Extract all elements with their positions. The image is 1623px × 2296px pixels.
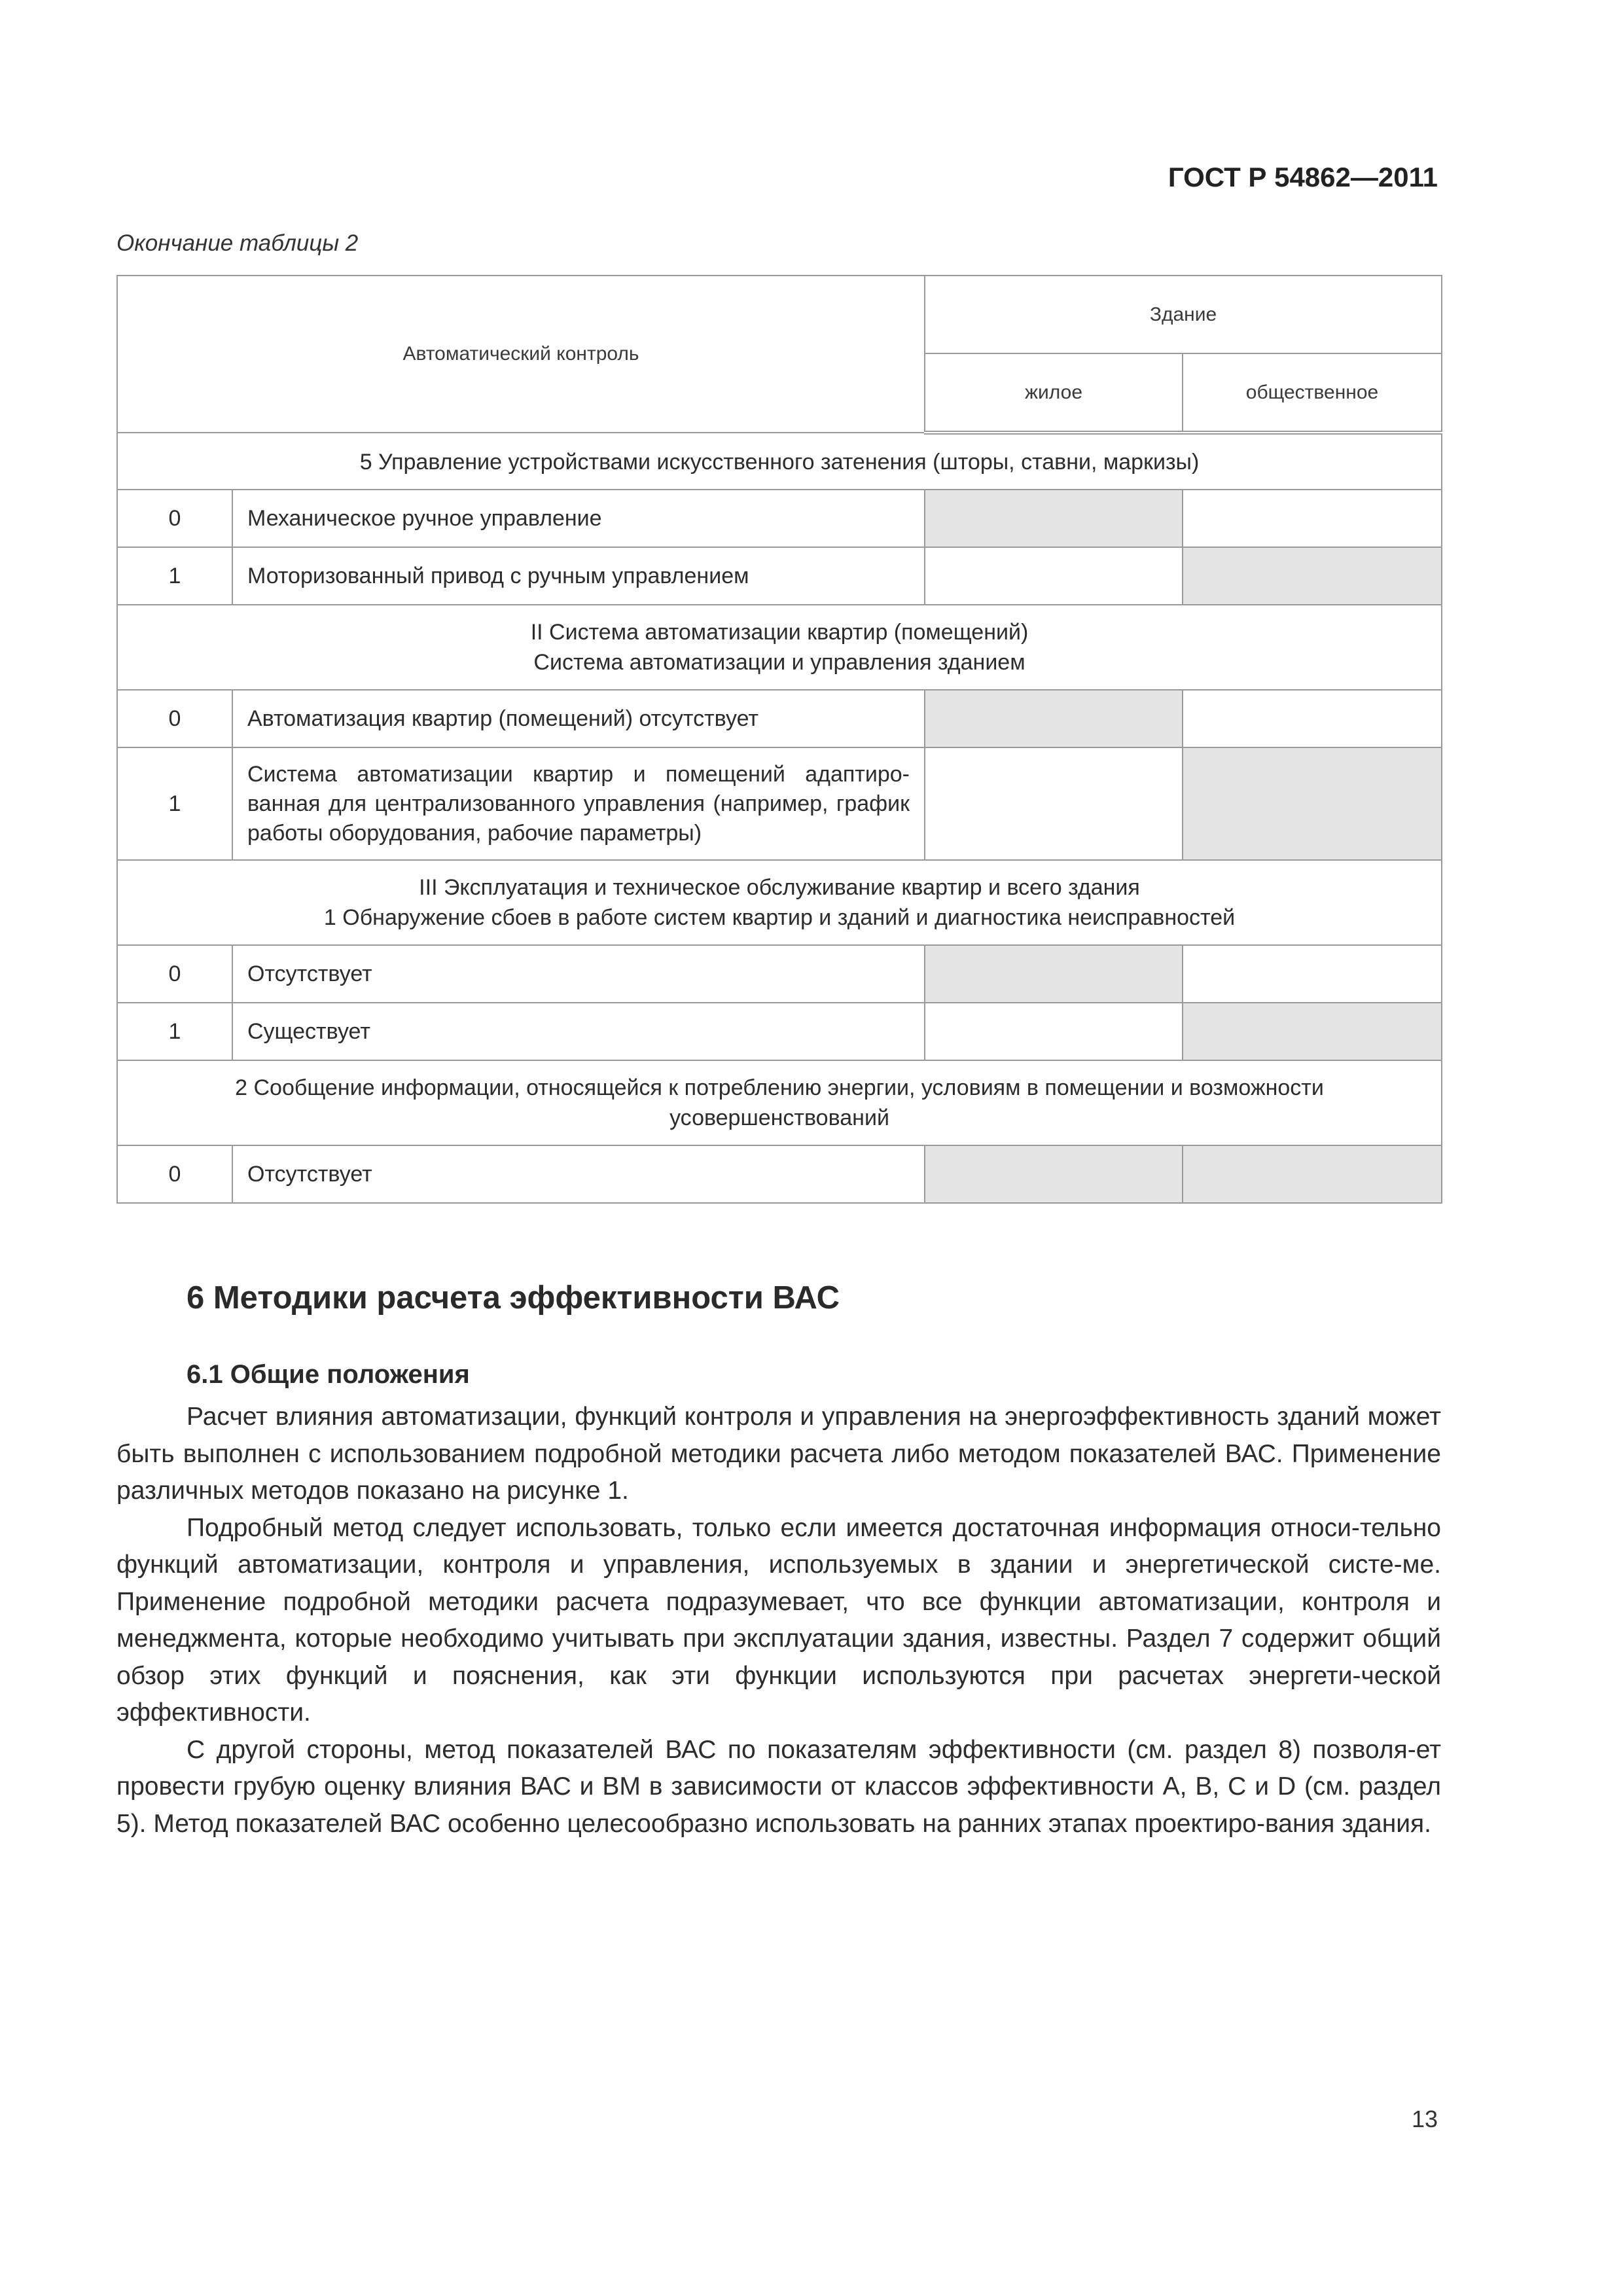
subsection-6-1-heading: 6.1 Общие положения bbox=[187, 1360, 470, 1389]
public-cell bbox=[1183, 747, 1442, 860]
section-5-title: 5 Управление устройствами искусственного затенения (шторы, ставни, маркизы) bbox=[117, 433, 1442, 490]
table-row bbox=[117, 945, 1442, 1003]
automation-control-table bbox=[116, 275, 1442, 1204]
row-description: Моторизованный привод с ручным управлением bbox=[232, 547, 925, 605]
row-description: Автоматизация квартир (помещений) отсутствует bbox=[232, 690, 925, 747]
section-row bbox=[117, 860, 1442, 945]
table-row bbox=[117, 547, 1442, 605]
section-row bbox=[117, 1060, 1442, 1145]
row-description: Отсутствует bbox=[232, 1145, 925, 1203]
table-row bbox=[117, 747, 1442, 860]
header-residential: жилое bbox=[925, 353, 1183, 433]
page-number: 13 bbox=[1411, 2106, 1438, 2132]
public-cell bbox=[1183, 547, 1442, 605]
table-caption: Окончание таблицы 2 bbox=[116, 230, 359, 256]
public-cell bbox=[1183, 1145, 1442, 1203]
residential-cell bbox=[925, 747, 1183, 860]
section-II-line-1: II Система автоматизации квартир (помещений) bbox=[530, 620, 1029, 645]
header-public: общественное bbox=[1183, 353, 1442, 433]
row-description: Существует bbox=[232, 1003, 925, 1060]
row-code: 1 bbox=[117, 747, 232, 860]
section-6-heading: 6 Методики расчета эффективности ВАС bbox=[187, 1280, 840, 1316]
section-II-line-2: Система автоматизации и управления зданием bbox=[533, 650, 1026, 675]
section-row bbox=[117, 433, 1442, 490]
table-row bbox=[117, 490, 1442, 547]
paragraph: Расчет влияния автоматизации, функций контроля и управления на энергоэффективность зданий может быть выполнен с использованием подробной методики расчета либо методом показателей ВАС. Применение различных методов показано на рисунке 1. bbox=[116, 1403, 1441, 1505]
section-II-title bbox=[117, 605, 1442, 690]
table-row bbox=[117, 690, 1442, 747]
public-cell bbox=[1183, 490, 1442, 547]
table-header-row bbox=[117, 276, 1442, 353]
row-description: Отсутствует bbox=[232, 945, 925, 1003]
row-description: Система автоматизации квартир и помещений адаптиро-ванная для централизованного управления (например, график работы оборудования, рабочие параметры) bbox=[232, 747, 925, 860]
section-row bbox=[117, 605, 1442, 690]
header-automatic-control: Автоматический контроль bbox=[117, 276, 925, 433]
section-III-2-title: 2 Сообщение информации, относящейся к потреблению энергии, условиям в помещении и возможности усовершенствований bbox=[117, 1060, 1442, 1145]
residential-cell bbox=[925, 1145, 1183, 1203]
table-row bbox=[117, 1003, 1442, 1060]
row-code: 0 bbox=[117, 490, 232, 547]
row-description: Механическое ручное управление bbox=[232, 490, 925, 547]
row-code: 0 bbox=[117, 945, 232, 1003]
residential-cell bbox=[925, 547, 1183, 605]
standard-code: ГОСТ Р 54862—2011 bbox=[1168, 162, 1438, 192]
public-cell bbox=[1183, 690, 1442, 747]
section-6-body bbox=[116, 1399, 1441, 1842]
row-code: 1 bbox=[117, 547, 232, 605]
residential-cell bbox=[925, 945, 1183, 1003]
row-code: 0 bbox=[117, 690, 232, 747]
paragraph: С другой стороны, метод показателей ВАС по показателям эффективности (см. раздел 8) позволя-ет провести грубую оценку влияния ВАС и ВМ в зависимости от классов эффективности А, В, С и D (см. раздел 5). Метод показателей ВАС особенно целесообразно использовать на ранних этапах проектиро-вания здания. bbox=[116, 1735, 1441, 1838]
public-cell bbox=[1183, 1003, 1442, 1060]
public-cell bbox=[1183, 945, 1442, 1003]
header-building: Здание bbox=[925, 276, 1442, 353]
row-code: 0 bbox=[117, 1145, 232, 1203]
row-code: 1 bbox=[117, 1003, 232, 1060]
residential-cell bbox=[925, 690, 1183, 747]
table-row bbox=[117, 1145, 1442, 1203]
residential-cell bbox=[925, 1003, 1183, 1060]
section-III-line-2: 1 Обнаружение сбоев в работе систем квартир и зданий и диагностика неисправностей bbox=[323, 905, 1236, 930]
residential-cell bbox=[925, 490, 1183, 547]
section-III-title bbox=[117, 860, 1442, 945]
section-III-line-1: III Эксплуатация и техническое обслуживание квартир и всего здания bbox=[419, 875, 1140, 900]
paragraph: Подробный метод следует использовать, только если имеется достаточная информация относи-тельно функций автоматизации, контроля и управления, используемых в здании и энергетической систе-ме. Применение подробной методики расчета подразумевает, что все функции автоматизации, контроля и менеджмента, которые необходимо учитывать при эксплуатации здания, известны. Раздел 7 содержит общий обзор этих функций и пояснения, как эти функции используются при расчетах энергети-ческой эффективности. bbox=[116, 1513, 1441, 1727]
